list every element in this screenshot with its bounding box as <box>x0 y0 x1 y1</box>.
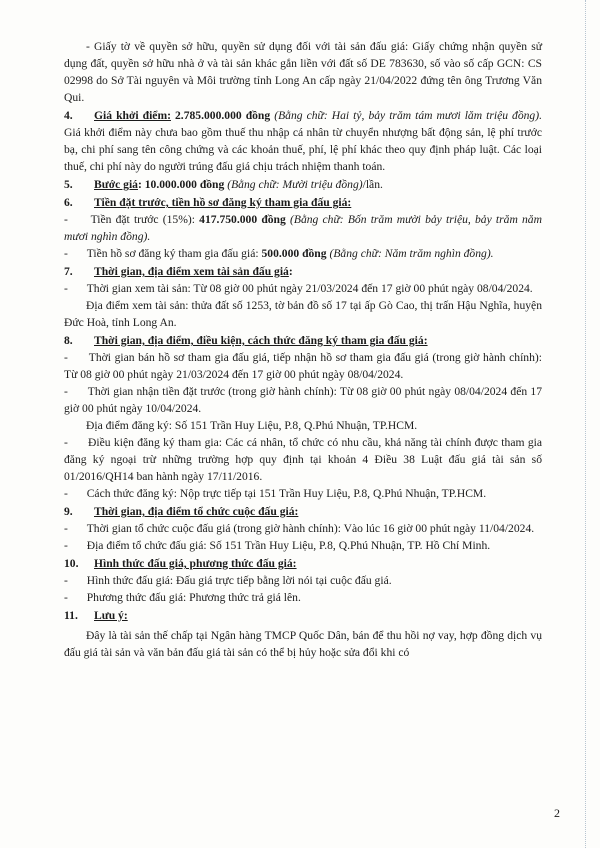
auction-method-text: Phương thức đấu giá: Phương thức trả giá lên. <box>86 591 301 604</box>
section-4-title: Giá khởi điểm: <box>94 109 171 122</box>
dossier-sale-time-text: Thời gian bán hồ sơ tham gia đấu giá, tiếp nhận hồ sơ tham gia đấu giá (trong giờ hành chính): Từ 08 giờ 00 phút ngày 21/03/2024 đến 17 giờ 00 phút ngày 08/04/2024. <box>64 351 542 381</box>
deposit-words: (Bằng chữ: Bốn trăm mười bảy triệu, bảy trăm năm mươi nghìn đồng). <box>64 213 542 243</box>
application-fee-label: Tiền hồ sơ đăng ký tham gia đấu giá: <box>86 247 259 260</box>
starting-price-note: Giá khởi điểm này chưa bao gồm thuế thu nhập cá nhân từ chuyển nhượng bất động sản, lệ phí trước bạ, chi phí sang tên công chứng và các khoản thuế, phí, lệ phí khác theo quy định pháp luật. Các loại thuế, chi phí này do người trúng đấu giá chịu trách nhiệm thanh toán. <box>64 126 542 173</box>
deposit-item: - Tiền đặt trước (15%): 417.750.000 đồng (Bằng chữ: Bốn trăm mười bảy triệu, bảy trăm năm mươi nghìn đồng). <box>64 213 542 243</box>
section-7-heading <box>64 263 542 280</box>
auction-form-item: - Hình thức đấu giá: Đấu giá trực tiếp bằng lời nói tại cuộc đấu giá. <box>64 574 392 587</box>
deposit-receipt-time-text: Thời gian nhận tiền đặt trước (trong giờ hành chính): Từ 08 giờ 00 phút ngày 08/04/2024 đến 17 giờ 00 phút ngày 10/04/2024. <box>64 385 542 415</box>
auction-place-text: Địa điểm tổ chức đấu giá: Số 151 Trần Huy Liệu, P.8, Q.Phú Nhuận, TP. Hồ Chí Minh. <box>86 539 491 552</box>
section-8-title: Thời gian, địa điểm, điều kiện, cách thức đăng ký tham gia đấu giá: <box>94 334 428 347</box>
section-5-number: 5. <box>64 178 73 191</box>
deposit-value: 417.750.000 đồng <box>199 213 286 226</box>
starting-price-words: (Bằng chữ: Hai tỷ, bảy trăm tám mươi lăm triệu đồng). <box>274 109 542 122</box>
section-10-number: 10. <box>64 557 79 570</box>
deposit-receipt-time-item: - Thời gian nhận tiền đặt trước (trong giờ hành chính): Từ 08 giờ 00 phút ngày 08/04/2024 đến 17 giờ 00 phút ngày 10/04/2024. <box>64 385 542 415</box>
registration-method-text: Cách thức đăng ký: Nộp trực tiếp tại 151 Trần Huy Liệu, P.8, Q.Phú Nhuận, TP.HCM. <box>86 487 487 500</box>
viewing-place-item: Địa điểm xem tài sản: thửa đất số 1253, tờ bản đồ số 17 tại ấp Gò Cao, thị trấn Hậu Nghĩa, huyện Đức Hoà, tỉnh Long An. <box>64 299 542 329</box>
dossier-sale-time-item: - Thời gian bán hồ sơ tham gia đấu giá, tiếp nhận hồ sơ tham gia đấu giá (trong giờ hành chính): Từ 08 giờ 00 phút ngày 21/03/2024 đến 17 giờ 00 phút ngày 08/04/2024. <box>64 351 542 381</box>
section-6-number: 6. <box>64 196 73 209</box>
section-9-title: Thời gian, địa điểm tổ chức cuộc đấu giá: <box>94 505 299 518</box>
section-11-number: 11. <box>64 609 78 622</box>
auction-time-item: - Thời gian tổ chức cuộc đấu giá (trong giờ hành chính): Vào lúc 16 giờ 00 phút ngày 11/04/2024. <box>64 522 535 535</box>
price-step-tail: /lần. <box>362 178 383 191</box>
section-10-heading <box>64 555 542 572</box>
document-body <box>64 38 542 661</box>
registration-conditions-item: - Điều kiện đăng ký tham gia: Các cá nhân, tổ chức có nhu cầu, khả năng tài chính được tham gia đăng ký ngoại trừ những trường hợp quy định tại khoản 4 Điều 38 Luật đấu giá tài sản số 01/2016/QH14 ban hành ngày 17/11/2016. <box>64 436 542 483</box>
section-8-number: 8. <box>64 334 73 347</box>
section-7-colon: : <box>288 265 293 278</box>
note-paragraph: Đây là tài sản thế chấp tại Ngân hàng TMCP Quốc Dân, bán để thu hồi nợ vay, hợp đồng dịch vụ đấu giá tài sản và văn bản đấu giá tài sản có thể bị hủy hoặc sửa đổi khi có <box>64 629 542 659</box>
auction-place-item: - Địa điểm tổ chức đấu giá: Số 151 Trần Huy Liệu, P.8, Q.Phú Nhuận, TP. Hồ Chí Minh. <box>64 539 491 552</box>
section-5-heading <box>64 176 542 193</box>
viewing-time-text: Thời gian xem tài sản: Từ 08 giờ 00 phút ngày 21/03/2024 đến 17 giờ 00 phút ngày 08/04/2024. <box>86 282 533 295</box>
starting-price-value: 2.785.000.000 đồng <box>175 109 271 122</box>
price-step-words: (Bằng chữ: Mười triệu đồng) <box>227 178 363 191</box>
price-step-value: : 10.000.000 đồng <box>137 178 225 191</box>
section-7-title: Thời gian, địa điểm xem tài sản đấu giá <box>94 265 289 278</box>
auction-method-item: - Phương thức đấu giá: Phương thức trả giá lên. <box>64 591 301 604</box>
registration-place-item: Địa điểm đăng ký: Số 151 Trần Huy Liệu, P.8, Q.Phú Nhuận, TP.HCM. <box>86 419 418 432</box>
auction-form-text: Hình thức đấu giá: Đấu giá trực tiếp bằng lời nói tại cuộc đấu giá. <box>86 574 392 587</box>
section-4-heading <box>64 107 542 175</box>
section-4-number: 4. <box>64 109 73 122</box>
application-fee-words: (Bằng chữ: Năm trăm nghìn đồng). <box>329 247 494 260</box>
section-11-title: Lưu ý: <box>94 609 128 622</box>
section-6-heading <box>64 194 542 211</box>
page-number: 2 <box>554 806 560 820</box>
registration-conditions-text: Điều kiện đăng ký tham gia: Các cá nhân, tổ chức có nhu cầu, khả năng tài chính được tham gia đăng ký ngoại trừ những trường hợp quy định tại khoản 4 Điều 38 Luật đấu giá tài sản số 01/2016/QH14 ban hành ngày 17/11/2016. <box>64 436 542 483</box>
application-fee-value: 500.000 đồng <box>261 247 327 260</box>
section-7-number: 7. <box>64 265 73 278</box>
deposit-label: Tiền đặt trước (15%): <box>90 213 195 226</box>
application-fee-item: - Tiền hồ sơ đăng ký tham gia đấu giá: 500.000 đồng (Bằng chữ: Năm trăm nghìn đồng). <box>64 247 494 260</box>
section-5-title: Bước giá <box>94 178 138 191</box>
viewing-time-item: - Thời gian xem tài sản: Từ 08 giờ 00 phút ngày 21/03/2024 đến 17 giờ 00 phút ngày 08/04/2024. <box>64 282 533 295</box>
auction-time-text: Thời gian tổ chức cuộc đấu giá (trong giờ hành chính): Vào lúc 16 giờ 00 phút ngày 11/04/2024. <box>86 522 535 535</box>
section-9-number: 9. <box>64 505 73 518</box>
binder-edge <box>585 0 596 848</box>
section-6-title: Tiền đặt trước, tiền hồ sơ đăng ký tham gia đấu giá: <box>94 196 352 209</box>
section-11-heading <box>64 607 542 624</box>
section-10-title: Hình thức đấu giá, phương thức đấu giá: <box>94 557 297 570</box>
asset-deed-paragraph: - Giấy tờ về quyền sở hữu, quyền sử dụng đối với tài sản đấu giá: Giấy chứng nhận quyền sử dụng đất, quyền sở hữu nhà ở và tài sản khác gắn liền với đất số DE 783630, số vào số cấp GCN: CS 02998 do Sở Tài nguyên và Môi trường tỉnh Long An cấp ngày 21/04/2022 đứng tên ông Trương Văn Qui. <box>64 40 542 104</box>
section-8-heading <box>64 332 542 349</box>
section-9-heading <box>64 503 542 520</box>
registration-method-item: - Cách thức đăng ký: Nộp trực tiếp tại 151 Trần Huy Liệu, P.8, Q.Phú Nhuận, TP.HCM. <box>64 487 487 500</box>
